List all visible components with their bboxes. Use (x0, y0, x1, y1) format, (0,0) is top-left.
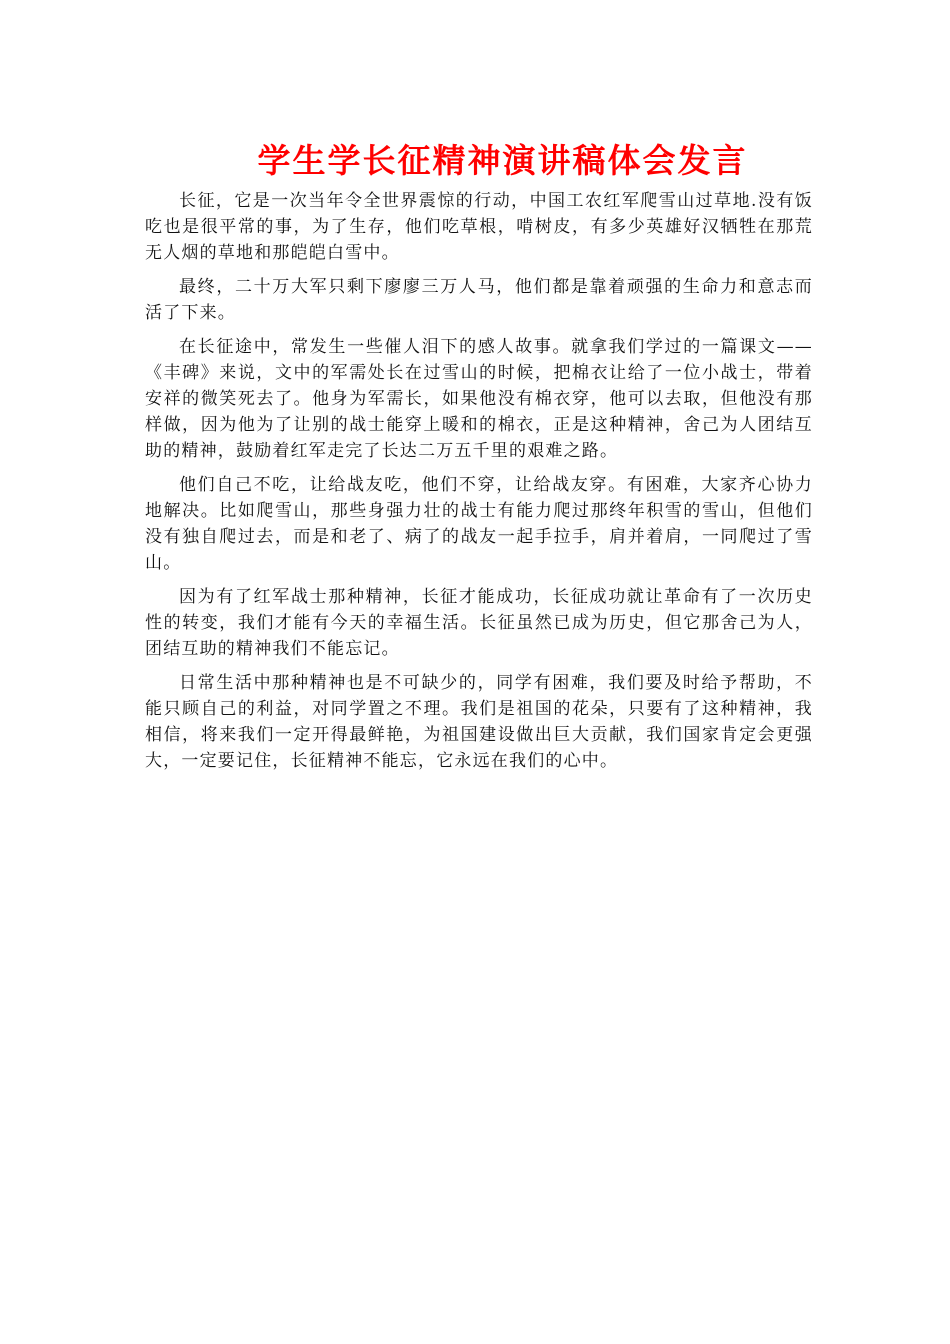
paragraph-1: 长征，它是一次当年令全世界震惊的行动，中国工农红军爬雪山过草地.没有饭吃也是很平常的事，为了生存，他们吃草根，啃树皮，有多少英雄好汉牺牲在那荒无人烟的草地和那皑皑白雪中。 (145, 191, 813, 263)
document-body (145, 188, 813, 782)
paragraph-5: 因为有了红军战士那种精神，长征才能成功，长征成功就让革命有了一次历史性的转变，我们才能有今天的幸福生活。长征虽然已成为历史，但它那舍己为人，团结互助的精神我们不能忘记。 (145, 587, 813, 659)
document-title: 学生学长征精神演讲稿体会发言 (257, 141, 748, 180)
paragraph-2: 最终，二十万大军只剩下廖廖三万人马，他们都是靠着顽强的生命力和意志而活了下来。 (145, 277, 813, 323)
paragraph-6: 日常生活中那种精神也是不可缺少的，同学有困难，我们要及时给予帮助，不能只顾自己的利益，对同学置之不理。我们是祖国的花朵，只要有了这种精神，我相信，将来我们一定开得最鲜艳，为祖国建设做出巨大贡献，我们国家肯定会更强大，一定要记住，长征精神不能忘，它永远在我们的心中。 (145, 673, 813, 771)
paragraph-3: 在长征途中，常发生一些催人泪下的感人故事。就拿我们学过的一篇课文——《丰碑》来说，文中的军需处长在过雪山的时候，把棉衣让给了一位小战士，带着安祥的微笑死去了。他身为军需长，如果他没有棉衣穿，他可以去取，但他没有那样做，因为他为了让别的战士能穿上暖和的棉衣，正是这种精神，舍己为人团结互助的精神，鼓励着红军走完了长达二万五千里的艰难之路。 (145, 337, 813, 461)
paragraph-4: 他们自己不吃，让给战友吃，他们不穿，让给战友穿。有困难，大家齐心协力地解决。比如爬雪山，那些身强力壮的战士有能力爬过那终年积雪的雪山，但他们没有独自爬过去，而是和老了、病了的战友一起手拉手，肩并着肩，一同爬过了雪山。 (145, 475, 813, 573)
